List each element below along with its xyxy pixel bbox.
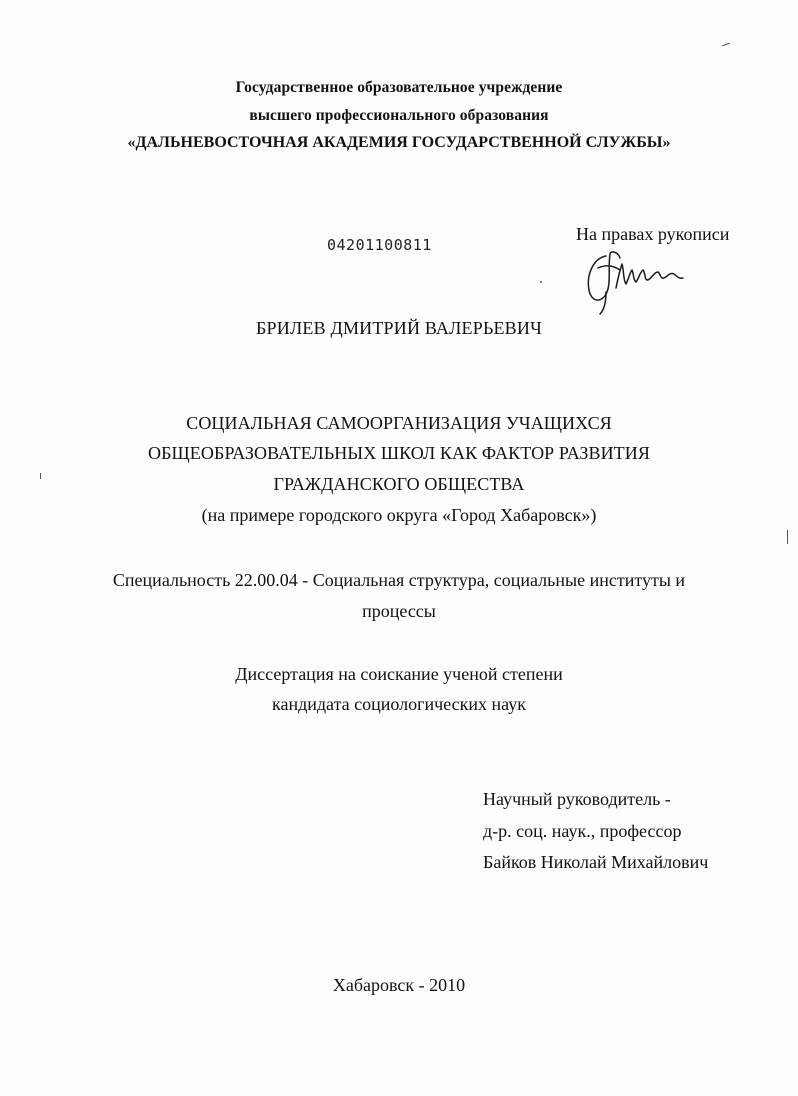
supervisor-credentials: д-р. соц. наук., профессор <box>483 821 682 841</box>
degree-line-2: кандидата социологических наук <box>272 694 526 714</box>
supervisor-name: Байков Николай Михайлович <box>483 852 709 872</box>
specialty-line-1: Специальность 22.00.04 - Социальная структура, социальные институты и <box>112 570 686 590</box>
title-subtitle: (на примере городского округа «Город Хабаровск») <box>201 505 597 525</box>
signature-icon <box>580 248 700 318</box>
specialty-line-2: процессы <box>362 601 436 621</box>
title-line-3: ГРАЖДАНСКОГО ОБЩЕСТВА <box>273 474 525 494</box>
institution-name: «ДАЛЬНЕВОСТОЧНАЯ АКАДЕМИЯ ГОСУДАРСТВЕННОЙ СЛУЖБЫ» <box>127 134 671 151</box>
institution-line-1: Государственное образовательное учреждение <box>235 79 563 96</box>
title-line-2: ОБЩЕОБРАЗОВАТЕЛЬНЫХ ШКОЛ КАК ФАКТОР РАЗВИТИЯ <box>148 443 650 463</box>
author-name: БРИЛЕВ ДМИТРИЙ ВАЛЕРЬЕВИЧ <box>256 318 542 338</box>
title-line-1: СОЦИАЛЬНАЯ САМООРГАНИЗАЦИЯ УЧАЩИХСЯ <box>186 413 612 433</box>
institution-line-2: высшего профессионального образования <box>249 107 549 124</box>
scan-mark <box>722 43 730 47</box>
rights-note: На правах рукописи <box>576 224 730 244</box>
place-year: Хабаровск - 2010 <box>332 975 466 995</box>
supervisor-role: Научный руководитель - <box>483 789 671 809</box>
serial-number-stamp: 04201100811 <box>327 236 432 254</box>
degree-line-1: Диссертация на соискание ученой степени <box>235 664 563 684</box>
scan-mark <box>540 281 542 283</box>
scan-mark <box>787 530 788 544</box>
